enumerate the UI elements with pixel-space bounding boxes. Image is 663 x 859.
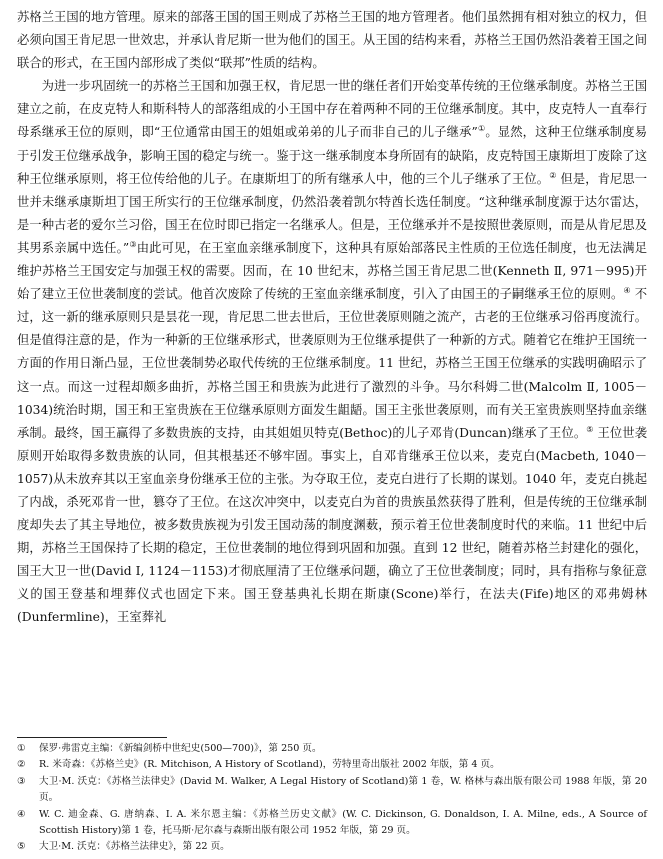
footnote-ref: ④	[623, 286, 631, 296]
paragraph-text: 苏格兰王国的地方管理。原来的部落王国的国王则成了苏格兰王国的地方管理者。他们虽然拥有相对独立的权力，但必须向国王肯尼思一世效忠，并承认肯尼斯一世为他们的国王。从王国的结构来看，苏格兰王国仍然沿袭着王国之间联合的形式，在王国内部形成了类似“联邦”性质的结构。	[17, 10, 647, 71]
paragraph-text: 为进一步巩固统一的苏格兰王国和加强王权，肯尼思一世的继任者们开始变革传统的王位继承制度。苏格兰王国建立之前，在皮克特人和斯科特人的部落组成的小王国中存在着两种不同的王位继承制度。其中，皮克特人一直奉行母系继承王位的原则，即“王位通常由国王的姐姐或弟弟的儿子而非自己的儿子继承”	[17, 79, 647, 140]
footnote-ref: ③	[129, 239, 137, 249]
footnote-ref: ⑤	[586, 424, 594, 434]
footnote-number: ③	[17, 775, 26, 787]
footnote-divider	[17, 737, 167, 738]
footnote-text: 大卫·M. 沃克：《苏格兰法律史》，第 22 页。	[39, 841, 230, 853]
paragraph-text: 。显然，这种王位继承制度易于引发王位继承战争，影响王国的稳定与统一。鉴于这一继承制度本身所固有的缺陷，皮克特国王康斯坦丁废除了这种王位继承原则，将王位传给他的儿子。在康斯坦丁的所有继承人中，他的三个儿子继承了王位。	[17, 125, 647, 186]
footnote	[17, 839, 647, 855]
paragraph-text: 不过，这一新的继承原则只是昙花一现，肯尼思二世去世后，王位世袭原则随之流产，古老的王位继承习俗再度流行。但是值得注意的是，作为一种新的王位继承形式，世袭原则为王位继承提供了一种新的方式。随着它在维护王国统一方面的作用日渐凸显，王位世袭制势必取代传统的王位继承制度。11 世纪，苏格兰王国王位继承的实践明确昭示了这一点。而这一过程却颇多曲折，苏格兰国王和贵族为此进行了激烈的斗争。马尔科姆二世(Malcolm Ⅱ, 1005－1034)统治时期，国王和王室贵族在王位继承原则方面发生龃龉。国王主张世袭原则，而有关王室贵族则坚持血亲继承制。最终，国王赢得了多数贵族的支持，由其姐姐贝特克(Bethoc)的儿子邓肯(Duncan)继承了王位。	[17, 287, 647, 440]
paragraph	[17, 6, 647, 75]
paragraph-text: 但是，肯尼思一世并未继承康斯坦丁国王所实行的王位继承制度，仍然沿袭着凯尔特酋长选任制度。“这种继承制度源于达尔雷达，是一种古老的爱尔兰习俗，国王在位时即已指定一名继承人。但是，王位继承并不是按照世袭原则，而是从肯尼思及其男系亲属中选任。”	[17, 171, 647, 255]
footnote	[17, 807, 647, 840]
footnote-number: ①	[17, 743, 26, 754]
footnote-ref: ②	[549, 170, 557, 180]
footnote-ref: ①	[477, 124, 486, 134]
footnote-text: 大卫·M. 沃克：《苏格兰法律史》(David M. Walker, A Legal History of Scotland)第 1 卷，W. 格林与森出版有限公司 1988 年版，第 20 页。	[39, 775, 647, 804]
paragraph	[17, 75, 647, 629]
paragraph-text: 王位世袭原则开始取得多数贵族的认同，但其根基还不够牢固。事实上，自邓肯继承王位以来，麦克白(Macbeth, 1040－1057)从未放弃其以王室血亲身份继承王位的主张。为夺取王位，麦克白进行了长期的谋划。1040 年，麦克白挑起了内战，杀死邓肯一世，篡夺了王位。在这次冲突中，以麦克白为首的贵族虽然获得了胜利，但是传统的王位继承制度却失去了其主导地位，被多数贵族视为引发王国动荡的制度渊薮，预示着王位世袭制度时代的来临。11 世纪中后期，苏格兰王国保持了长期的稳定，王位世袭制的地位得到巩固和加强。直到 12 世纪，随着苏格兰封建化的强化，国王大卫一世(David Ⅰ, 1124－1153)才彻底厘清了王位继承问题，确立了王位世袭制度；同时，具有指称与象征意义的国王登基和埋葬仪式也固定下来。国王登基典礼长期在斯康(Scone)举行，在法夫(Fife)地区的邓弗姆林(Dunfermline)，王室葬礼	[17, 425, 647, 625]
paragraph-text: 由此可见，在王室血亲继承制度下，这种具有原始部落民主性质的王位选任制度，也无法满足维护苏格兰王国安定与加强王权的需要。因而，在 10 世纪末，苏格兰国王肯尼思二世(Kenneth Ⅱ, 971－995)开始了建立王位世袭制度的尝试。他首次废除了传统的王室血亲继承制度，引入了由国王的子嗣继承王位的原则。	[17, 240, 648, 302]
footnotes	[17, 741, 647, 856]
footnote-text: W. C. 迪金森、G. 唐纳森、I. A. 米尔恩主编：《苏格兰历史文献》(W. C. Dickinson, G. Donaldson, I. A. Milne, eds., A Source of Scottish History)第 1 卷，托马斯·尼尔森与森斯出版有限公司 1952 年版，第 29 页。	[39, 808, 647, 837]
footnote	[17, 757, 647, 773]
footnote	[17, 741, 647, 757]
footnote-text: 保罗·弗雷克主编：《新编剑桥中世纪史(500—700)》，第 250 页。	[39, 743, 322, 754]
footnote-number: ⑤	[17, 841, 26, 853]
footnote	[17, 774, 647, 807]
footnote-number: ②	[17, 759, 26, 771]
footnote-number: ④	[17, 808, 26, 820]
body-text	[17, 6, 647, 630]
footnote-text: R. 米奇森：《苏格兰史》(R. Mitchison, A History of Scotland)，劳特里奇出版社 2002 年版，第 4 页。	[39, 759, 500, 771]
